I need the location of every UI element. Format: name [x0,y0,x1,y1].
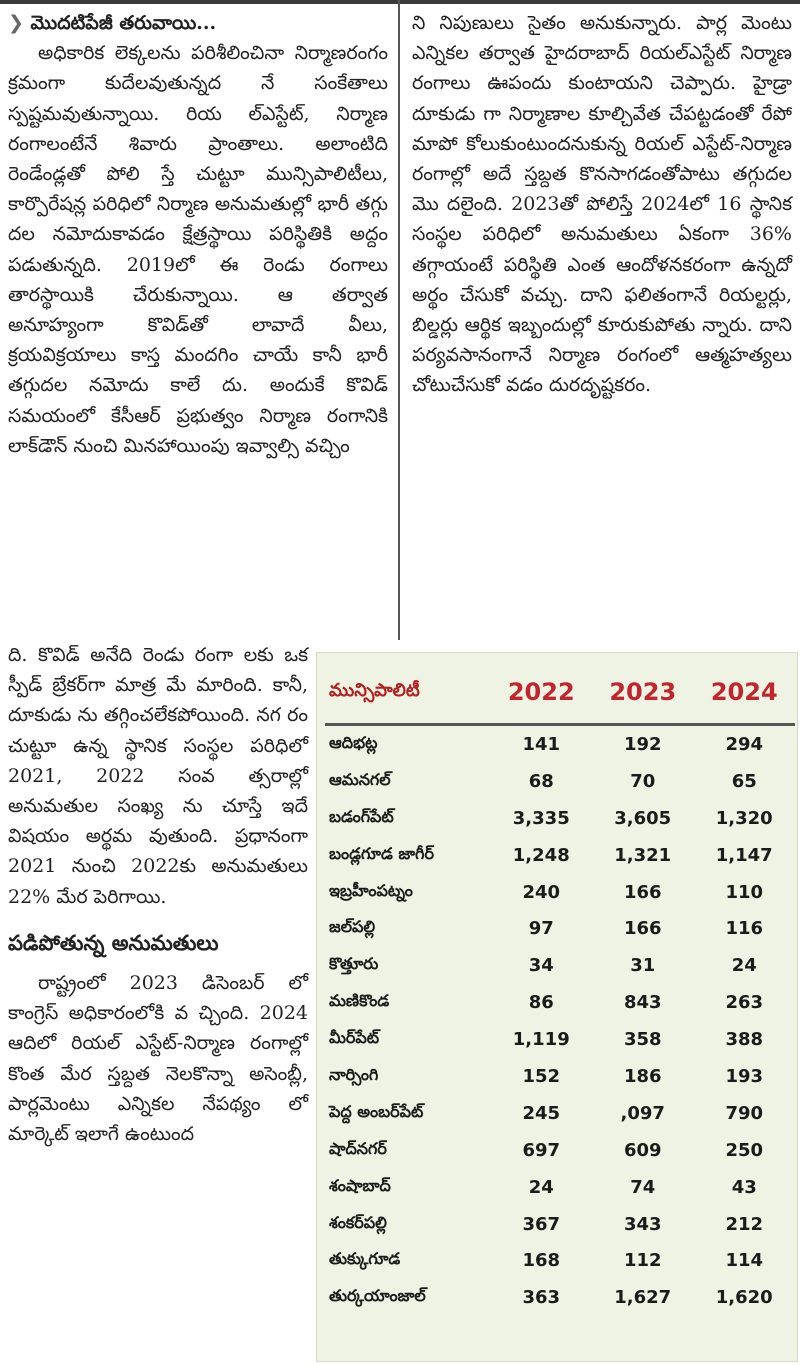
permit-count-cell: 193 [725,1065,764,1087]
table-row [325,725,795,763]
permit-count-cell: 3,605 [614,807,672,829]
table-row [325,1206,795,1243]
table-row [325,874,795,911]
table-row [325,837,795,874]
article-column-right [412,8,792,401]
permit-count-cell: 367 [522,1213,561,1235]
permit-count-cell: 358 [623,1029,662,1051]
table-row [325,1132,795,1169]
municipality-cell: ఆమనగల్ [329,769,391,789]
permit-count-cell: 212 [725,1213,764,1235]
municipality-cell: ఆదిభట్ల [329,732,378,752]
table-row [325,984,795,1021]
permit-count-cell: 245 [522,1102,561,1124]
permit-count-cell: 43 [731,1176,757,1198]
permit-count-cell: 1,321 [614,844,672,866]
permit-count-cell: 97 [528,918,554,940]
permit-count-cell: 263 [725,992,764,1014]
municipality-cell: బడంగ్‌పేట్ [329,806,394,826]
permit-count-cell: 168 [522,1250,561,1272]
header-municipality: మున్సిపాలిటీ [325,661,491,725]
table-row [325,1242,795,1279]
article-column-narrow [8,640,308,1149]
permit-count-cell: ,097 [620,1102,665,1124]
table-body [325,725,795,1317]
permit-count-cell: 192 [623,733,662,755]
top-border [0,0,800,4]
table-row [325,1021,795,1058]
permit-count-cell: 609 [623,1139,662,1161]
permit-count-cell: 116 [725,918,764,940]
permit-count-cell: 343 [623,1213,662,1235]
municipality-cell: మణికొండ [329,991,390,1011]
permit-count-cell: 843 [623,992,662,1014]
municipality-cell: షాద్‌నగర్ [329,1138,387,1158]
municipality-cell: పెద్ద అంబర్‌పేట్ [329,1101,424,1121]
permit-count-cell: 70 [630,770,656,792]
paragraph: ని నిపుణులు సైతం అనుకున్నారు. పార్ల మెంటు ఎన్నికల తర్వాత హైదరాబాద్ రియల్‌ఎస్టేట్ నిర్మాణ రంగాలు ఊపందు కుంటాయని చెప్పారు. హైడ్రా దూకుడు గా నిర్మాణాల కూల్చివేత చేపట్టడంతో రేపో మాపో కోలుకుంటుందనుకున్న రియల్ ఎస్టేట్-నిర్మాణ రంగాల్లో అదే స్తబ్దత కొనసాగడంతోపాటు తగ్గుదల మొ దలైంది. 2023తో పోలిస్తే 2024లో 16 స్థానిక సంస్థల పరిధిలో అనుమతులు ఏకంగా 36% తగ్గాయంటే పరిస్థితి ఎంత ఆందోళనకరంగా ఉన్నదో అర్థం చేసుకో వచ్చు. దాని ఫలితంగానే రియల్టర్లు, బిల్డర్లు ఆర్థిక ఇబ్బందుల్లో కూరుకుపోతు న్నారు. దాని పర్యవసానంగానే నిర్మాణ రంగంలో ఆత్మహత్యలు చోటుచేసుకో వడం దురదృష్టకరం. [412,12,792,397]
permit-count-cell: 1,620 [715,1287,773,1309]
permit-count-cell: 250 [725,1139,764,1161]
continuation-kicker [8,8,388,38]
article-column-left [8,8,388,461]
permit-count-cell: 166 [623,918,662,940]
permit-count-cell: 294 [725,733,764,755]
municipality-cell: ఇబ్రహీంపట్నం [329,880,413,900]
header-2024: 2024 [693,661,795,725]
permit-count-cell: 110 [725,881,764,903]
permit-count-cell: 363 [522,1287,561,1309]
permit-count-cell: 24 [528,1176,554,1198]
kicker-text: మొదటిపేజీ తరువాయి... [30,12,217,34]
permit-count-cell: 240 [522,881,561,903]
municipality-cell: బండ్లగూడ జాగీర్ [329,843,434,863]
permit-count-cell: 31 [630,955,656,977]
permit-count-cell: 1,627 [614,1287,672,1309]
municipality-cell: మీర్‌పేట్ [329,1028,380,1048]
municipality-cell: తుక్కుగూడ [329,1249,401,1269]
municipality-cell: జల్‌పల్లి [329,917,376,937]
permit-count-cell: 166 [623,881,662,903]
municipality-cell: శంషాబాద్ [329,1175,391,1195]
permit-count-cell: 86 [528,992,554,1014]
permit-count-cell: 65 [731,770,757,792]
subheading: పడిపోతున్న అనుమతులు [8,929,219,955]
permit-count-cell: 1,119 [512,1029,570,1051]
paragraph: అధికారిక లెక్కలను పరిశీలించినా నిర్మాణరంగం క్రమంగా కుదేలవుతున్నద నే సంకేతాలు స్పష్టమవుతున్నాయి. రియ ల్‌ఎస్టేట్, నిర్మాణ రంగాలంటేనే శివారు ప్రాంతాలు. అలాంటిది రెండేండ్లతో పోలి స్తే చుట్టూ మున్సిపాలిటీలు, కార్పొరేషన్ల పరిధిలో నిర్మాణ అనుమతుల్లో భారీ తగ్గు దల నమోదుకావడం క్షేత్రస్థాయి పరిస్థితికి అద్దం పడుతున్నది. 2019లో ఈ రెండు రంగాలు తారస్థాయికి చేరుకున్నాయి. ఆ తర్వాత అనూహ్యంగా కొవిడ్‌తో లావాదే వీలు, క్రయవిక్రయాలు కాస్త మందగిం చాయే కానీ భారీ తగ్గుదల నమోదు కాలే దు. అందుకే కొవిడ్ సమయంలో కేసీఆర్ ప్రభుత్వం నిర్మాణ రంగానికి లాక్‌డౌన్ నుంచి మినహాయింపు ఇవ్వాల్సి వచ్చిం [8,42,388,457]
municipality-cell: తుర్కయాంజాల్ [329,1286,426,1306]
table-row [325,1058,795,1095]
permits-table [325,661,795,1316]
permit-count-cell: 152 [522,1065,561,1087]
permit-count-cell: 68 [528,770,554,792]
permit-count-cell: 1,147 [715,844,773,866]
permit-count-cell: 74 [630,1176,656,1198]
municipality-cell: నార్సింగి [329,1064,379,1084]
permit-count-cell: 1,320 [715,807,773,829]
paragraph: ది. కొవిడ్ అనేది రెండు రంగా లకు ఒక స్పీడ్ బ్రేకర్‌గా మాత్ర మే మారింది. కానీ, దూకుడు ను తగ్గించలేకపోయింది. నగ రం చుట్టూ ఉన్న స్థానిక సంస్థల పరిధిలో 2021, 2022 సంవ త్సరాల్లో అనుమతుల సంఖ్య ను చూస్తే ఇదే విషయం అర్థమ వుతుంది. ప్రధానంగా 2021 నుంచి 2022కు అనుమతులు 22% మేర పెరిగాయి. [8,644,308,908]
permit-count-cell: 141 [522,733,561,755]
permit-count-cell: 24 [731,955,757,977]
table-row [325,947,795,984]
table-row [325,1279,795,1316]
header-2022: 2022 [491,661,592,725]
table-row [325,800,795,837]
table-row [325,1095,795,1132]
permit-count-cell: 790 [725,1102,764,1124]
permit-count-cell: 114 [725,1250,764,1272]
chevron-right-icon: ❯ [8,12,24,34]
table-row [325,763,795,800]
municipality-cell: శంకర్‌పల్లి [329,1212,387,1232]
permit-count-cell: 697 [522,1139,561,1161]
table-header-row [325,661,795,725]
paragraph: రాష్ట్రంలో 2023 డిసెంబర్ లో కాంగ్రెస్ అధికారంలోకి వ చ్చింది. 2024 ఆదిలో రియల్ ఎస్టేట్-నిర్మాణ రంగాల్లో కొంత మేర స్తబ్దత నెలకొన్నా అసెంబ్లీ, పార్లమెంటు ఎన్నికల నేపథ్యం లో మార్కెట్ ఇలాగే ఉంటుంద [8,972,308,1146]
permit-count-cell: 1,248 [512,844,570,866]
municipality-cell: కొత్తూరు [329,954,379,974]
permit-count-cell: 3,335 [512,807,570,829]
permit-count-cell: 388 [725,1029,764,1051]
column-divider [398,0,400,640]
permit-count-cell: 34 [528,955,554,977]
permits-table-box [316,652,798,1362]
table-row [325,910,795,947]
header-2023: 2023 [592,661,693,725]
table-row [325,1169,795,1206]
permit-count-cell: 186 [623,1065,662,1087]
permit-count-cell: 112 [623,1250,662,1272]
